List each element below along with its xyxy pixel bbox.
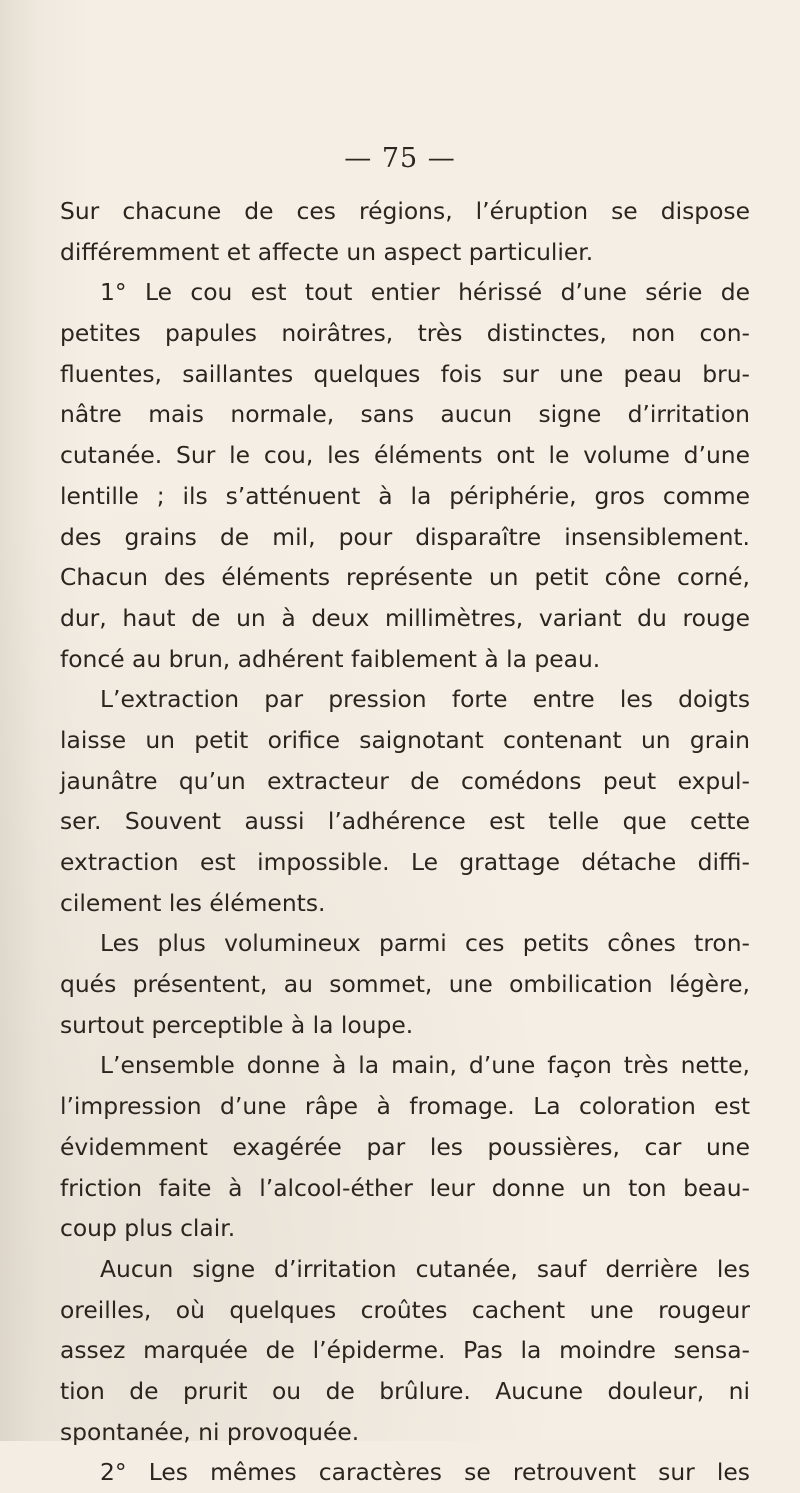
text-line: dur, haut de un à deux millimètres, variant du rouge [60,603,750,632]
text-line: coup plus clair. [60,1214,236,1243]
text-line: tion de prurit ou de brûlure. Aucune douleur, ni [60,1376,750,1405]
text-line: Sur chacune de ces régions, l’éruption se dispose [60,197,750,225]
text-line: laisse un petit orifice saignotant contenant un grain [60,725,750,754]
text-line: nâtre mais normale, sans aucun signe d’irritation [60,400,750,429]
text-line: L’extraction par pression forte entre les doigts [100,685,750,714]
text-line: l’impression d’une râpe à fromage. La coloration est [60,1092,750,1121]
text-line: jaunâtre qu’un extracteur de comédons peut expul- [60,766,750,795]
text-line: évidemment exagérée par les poussières, car une [60,1132,750,1161]
text-line: extraction est impossible. Le grattage détache diffi- [60,848,750,876]
text-line: foncé au brun, adhérent faiblement à la peau. [60,644,601,673]
text-line: oreilles, où quelques croûtes cachent une rougeur [60,1295,750,1324]
text-line: lentille ; ils s’atténuent à la périphérie, gros comme [60,481,750,510]
text-line: qués présentent, au sommet, une ombilication légère, [60,970,750,999]
text-line: friction faite à l’alcool-éther leur donne un ton beau- [60,1173,750,1202]
text-line: spontanée, ni provoquée. [60,1417,360,1446]
text-line: Les plus volumineux parmi ces petits cônes tron- [100,929,750,958]
text-line: différemment et affecte un aspect particulier. [60,237,594,266]
text-line: cilement les éléments. [60,888,326,917]
text-line: Aucun signe d’irritation cutanée, sauf derrière les [100,1254,750,1283]
text-line: petites papules noirâtres, très distinctes, non con- [60,319,750,348]
text-line: Chacun des éléments représente un petit cône corné, [60,563,750,592]
page-number: — 75 — [344,143,456,174]
text-line: 1° Le cou est tout entier hérissé d’une série de [100,278,750,307]
body-text [60,191,750,1493]
text-line: 2° Les mêmes caractères se retrouvent sur les [100,1458,750,1487]
text-line: assez marquée de l’épiderme. Pas la moindre sensa- [60,1336,750,1365]
text-line: cutanée. Sur le cou, les éléments ont le volume d’une [60,441,750,470]
text-line: fluentes, saillantes quelques fois sur une peau bru- [60,359,750,388]
text-line: L’ensemble donne à la main, d’une façon très nette, [100,1051,750,1080]
text-line: surtout perceptible à la loupe. [60,1010,414,1039]
text-line: des grains de mil, pour disparaître insensiblement. [60,522,750,551]
text-line: ser. Souvent aussi l’adhérence est telle que cette [60,807,750,836]
